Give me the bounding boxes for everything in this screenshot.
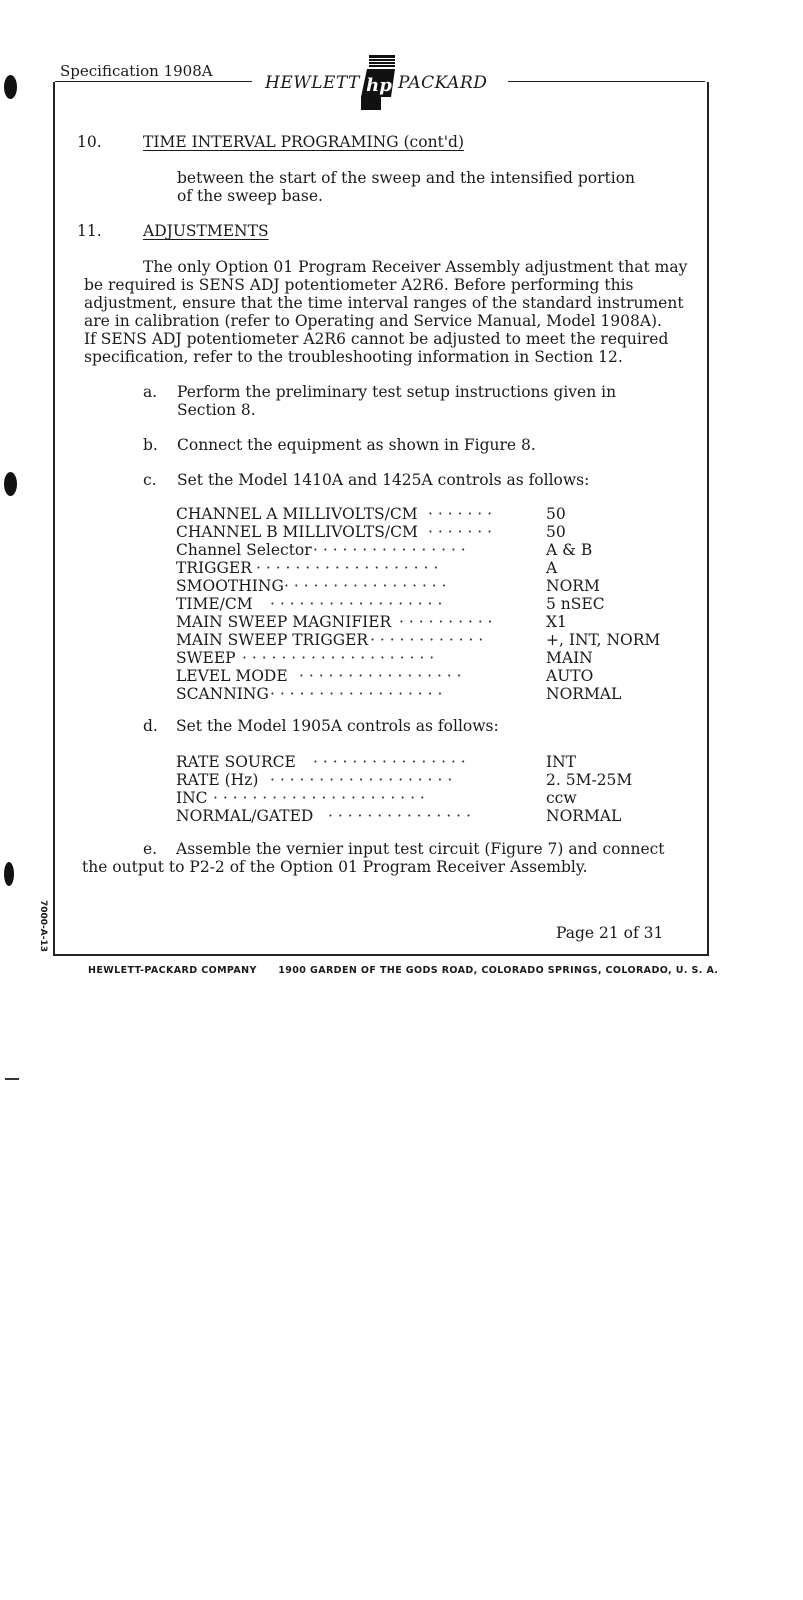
step-text: Perform the preliminary test setup instructions given in xyxy=(177,383,617,401)
setting-name: SMOOTHING xyxy=(176,577,284,595)
step-label: b. xyxy=(143,436,158,454)
paragraph-line: The only Option 01 Program Receiver Assembly adjustment that may xyxy=(143,258,688,276)
paragraph-line: of the sweep base. xyxy=(177,187,323,205)
form-code: 7000-A-13 xyxy=(38,900,48,953)
step-label: e. xyxy=(143,840,158,858)
binder-hole xyxy=(4,862,14,886)
setting-value: X1 xyxy=(546,613,567,631)
margin-mark xyxy=(5,1078,19,1080)
setting-name: TIME/CM xyxy=(176,595,253,613)
setting-value: NORM xyxy=(546,577,600,595)
setting-name: INC xyxy=(176,789,208,807)
leader-dots: · · · · · · · · · · · · · · · · xyxy=(313,541,466,559)
leader-dots: · · · · · · · · · · · · · · · · · · · xyxy=(256,559,439,577)
page-number: Page 21 of 31 xyxy=(556,924,664,942)
leader-dots: · · · · · · · · · · · · · · · · · · xyxy=(270,685,443,703)
step-label: d. xyxy=(143,717,158,735)
paragraph-line: be required is SENS ADJ potentiometer A2R6. Before performing this xyxy=(84,276,634,294)
step-text: the output to P2-2 of the Option 01 Program Receiver Assembly. xyxy=(82,858,588,876)
setting-name: RATE SOURCE xyxy=(176,753,296,771)
setting-name: SWEEP xyxy=(176,649,236,667)
leader-dots: · · · · · · · · · · · · · · · · · · · · xyxy=(242,649,435,667)
step-text: Connect the equipment as shown in Figure 8. xyxy=(177,436,536,454)
company-name-right: PACKARD xyxy=(398,73,488,93)
leader-dots: · · · · · · · · · · · · xyxy=(370,631,484,649)
setting-name: NORMAL/GATED xyxy=(176,807,314,825)
setting-value: MAIN xyxy=(546,649,593,667)
section-title: TIME INTERVAL PROGRAMING (cont'd) xyxy=(143,133,465,151)
leader-dots: · · · · · · · · · · · · · · · · xyxy=(313,753,466,771)
paragraph-line: If SENS ADJ potentiometer A2R6 cannot be adjusted to meet the required xyxy=(84,330,669,348)
step-label: c. xyxy=(143,471,157,489)
setting-value: A xyxy=(546,559,558,577)
setting-value: 50 xyxy=(546,505,566,523)
leader-dots: · · · · · · · · · · xyxy=(399,613,493,631)
section-number: 11. xyxy=(77,222,102,240)
step-text: Set the Model 1410A and 1425A controls as follows: xyxy=(177,471,590,489)
setting-value: A & B xyxy=(546,541,593,559)
setting-name: TRIGGER xyxy=(176,559,252,577)
setting-value: 5 nSEC xyxy=(546,595,605,613)
leader-dots: · · · · · · · · · · · · · · · · · · · xyxy=(270,771,453,789)
setting-name: SCANNING xyxy=(176,685,269,703)
setting-name: Channel Selector xyxy=(176,541,312,559)
setting-value: AUTO xyxy=(546,667,594,685)
step-text: Set the Model 1905A controls as follows: xyxy=(176,717,499,735)
setting-name: CHANNEL B MILLIVOLTS/CM xyxy=(176,523,418,541)
setting-value: 50 xyxy=(546,523,566,541)
leader-dots: · · · · · · · xyxy=(428,505,493,523)
binder-hole xyxy=(4,75,17,99)
setting-name: CHANNEL A MILLIVOLTS/CM xyxy=(176,505,418,523)
paragraph-line: specification, refer to the troubleshooting information in Section 12. xyxy=(84,348,623,366)
svg-text:hp: hp xyxy=(366,75,392,96)
setting-name: MAIN SWEEP MAGNIFIER xyxy=(176,613,392,631)
leader-dots: · · · · · · · · · · · · · · · xyxy=(328,807,471,825)
leader-dots: · · · · · · · · · · · · · · · · · · xyxy=(270,595,443,613)
leader-dots: · · · · · · · · · · · · · · · · · xyxy=(299,667,462,685)
spec-number: Specification 1908A xyxy=(60,62,213,80)
leader-dots: · · · · · · · xyxy=(428,523,493,541)
paragraph-line: between the start of the sweep and the intensified portion xyxy=(177,169,636,187)
setting-value: 2. 5M-25M xyxy=(546,771,633,789)
company-footer xyxy=(88,965,718,976)
step-label: a. xyxy=(143,383,158,401)
binder-hole xyxy=(4,472,17,496)
setting-name: LEVEL MODE xyxy=(176,667,288,685)
setting-value: NORMAL xyxy=(546,807,622,825)
footer-company: HEWLETT-PACKARD COMPANY xyxy=(88,965,257,976)
footer-address: 1900 GARDEN OF THE GODS ROAD, COLORADO SPRINGS, COLORADO, U. S. A. xyxy=(278,965,719,976)
setting-value: NORMAL xyxy=(546,685,622,703)
leader-dots: · · · · · · · · · · · · · · · · · xyxy=(284,577,447,595)
setting-name: RATE (Hz) xyxy=(176,771,259,789)
paragraph-line: adjustment, ensure that the time interval ranges of the standard instrument xyxy=(84,294,684,312)
setting-value: +, INT, NORM xyxy=(546,631,661,649)
paragraph-line: are in calibration (refer to Operating and Service Manual, Model 1908A). xyxy=(84,312,662,330)
section-title: ADJUSTMENTS xyxy=(143,222,269,240)
company-name-left: HEWLETT xyxy=(265,73,360,93)
leader-dots: · · · · · · · · · · · · · · · · · · · · · · xyxy=(213,789,425,807)
section-number: 10. xyxy=(77,133,102,151)
step-text: Section 8. xyxy=(177,401,256,419)
setting-name: MAIN SWEEP TRIGGER xyxy=(176,631,369,649)
setting-value: ccw xyxy=(546,789,577,807)
step-text: Assemble the vernier input test circuit (Figure 7) and connect xyxy=(176,840,665,858)
setting-value: INT xyxy=(546,753,577,771)
